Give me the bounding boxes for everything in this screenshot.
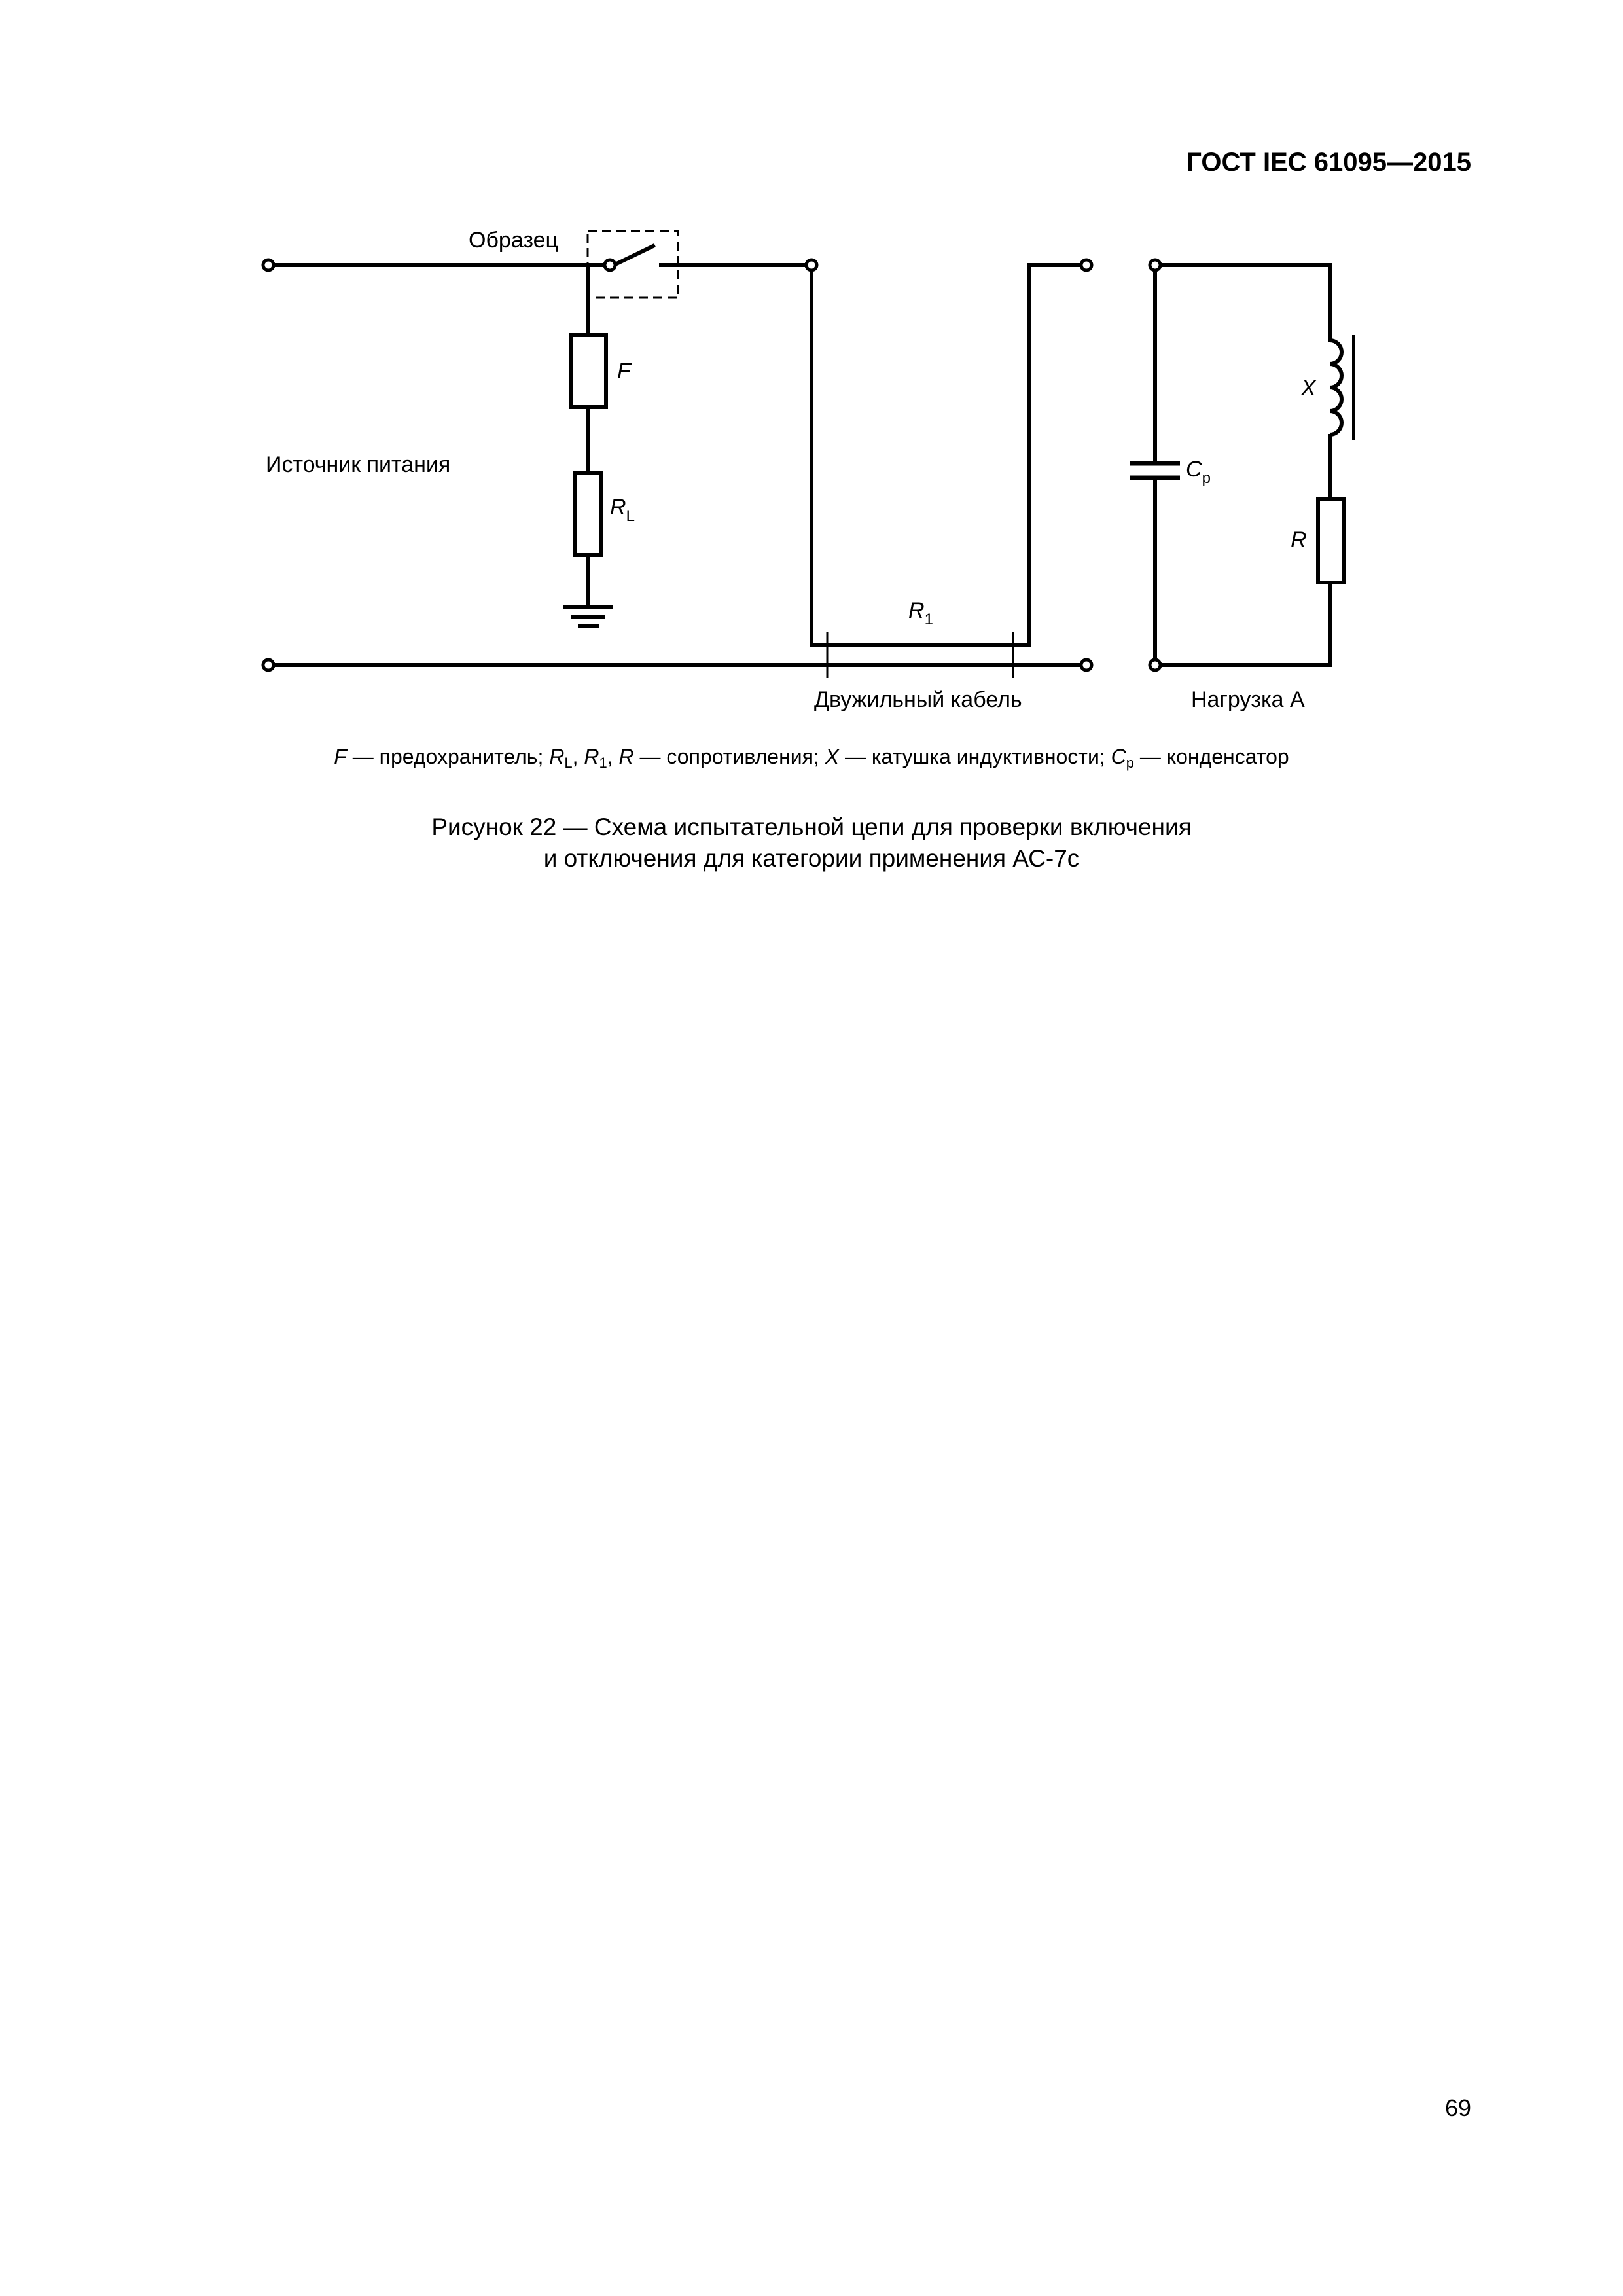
rl-label: $R_L$ xyxy=(610,495,635,525)
source-label: Источник питания xyxy=(266,452,451,477)
inductor-coil xyxy=(1330,340,1342,435)
standard-header: ГОСТ IEC 61095—2015 xyxy=(1186,148,1471,177)
figure-legend: F — предохранитель; $R_L$, $R_1$, R — сопротивления; X — катушка индуктивности; $C_p$ — конденсатор xyxy=(334,745,1289,771)
sample-label: Образец xyxy=(469,228,558,253)
test-circuit-diagram xyxy=(0,0,1623,733)
figure-caption xyxy=(0,812,1623,874)
terminal-load-bottom xyxy=(1150,660,1160,670)
resistor-rl xyxy=(575,473,601,555)
caption-line-2: и отключения для категории применения АС-7с xyxy=(543,845,1080,872)
fuse-label: F xyxy=(617,359,631,384)
terminal-cable-right-top xyxy=(1081,260,1092,270)
terminal-source-bottom xyxy=(263,660,274,670)
resistor-r-label: R xyxy=(1291,528,1307,552)
switch-contact xyxy=(605,260,615,270)
terminal-cable-left-top xyxy=(806,260,817,270)
caption-line-1: Рисунок 22 — Схема испытательной цепи для проверки включения xyxy=(431,814,1192,840)
cp-label: $C_p$ xyxy=(1186,457,1211,487)
r1-label: $R_1$ xyxy=(908,598,933,628)
terminal-source-top xyxy=(263,260,274,270)
page-number: 69 xyxy=(1444,2094,1471,2121)
terminal-load-top xyxy=(1150,260,1160,270)
legend-f: F xyxy=(334,745,347,768)
cable-label: Двужильный кабель xyxy=(814,687,1022,712)
switch-blade xyxy=(613,246,653,266)
inductor-label: X xyxy=(1301,376,1316,401)
fuse xyxy=(571,335,606,407)
resistor-r xyxy=(1318,499,1344,583)
terminal-cable-right-bottom xyxy=(1081,660,1092,670)
load-label: Нагрузка А xyxy=(1191,687,1305,712)
